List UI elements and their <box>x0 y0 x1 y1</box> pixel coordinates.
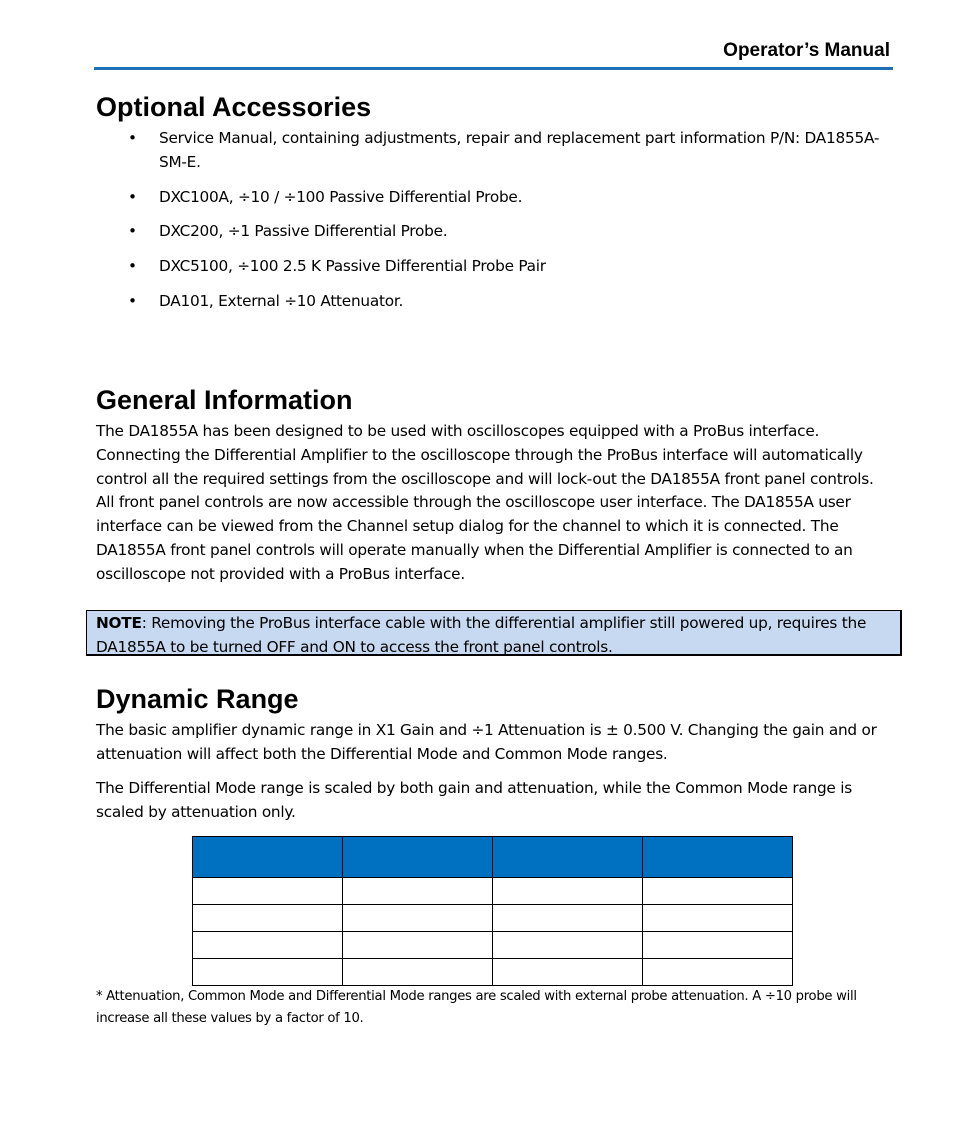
general-information-paragraph: The DA1855A has been designed to be used with oscilloscopes equipped with a ProBus interface. Connecting the Differential Amplifier to the oscilloscope through the ProBus interface will automatically control all the required settings from the oscilloscope and will lock-out the DA1855A front panel controls. All front panel controls are now accessible through the oscilloscope user interface. The DA1855A user interface can be viewed from the Channel setup dialog for the channel to which it is connected. The DA1855A front panel controls will operate manually when the Differential Amplifier is connected to an oscilloscope not provided with a ProBus interface. <box>96 422 874 583</box>
table-cell <box>193 959 343 986</box>
bullet: • <box>128 222 137 241</box>
table-cell <box>493 905 643 932</box>
table-cell <box>343 932 493 959</box>
table-row <box>193 905 793 932</box>
table-row <box>193 932 793 959</box>
table-cell <box>643 905 793 932</box>
table-cell <box>343 959 493 986</box>
table-cell <box>343 905 493 932</box>
general-information-heading: General Information <box>96 385 353 415</box>
table-cell <box>193 932 343 959</box>
table-cell <box>343 878 493 905</box>
bullet: • <box>128 257 137 276</box>
list-item <box>96 290 886 314</box>
table-cell <box>643 932 793 959</box>
list-item-text: DA101, External ÷10 Attenuator. <box>159 291 404 310</box>
list-item <box>96 255 886 279</box>
table-cell <box>193 878 343 905</box>
note-label: NOTE <box>96 614 142 632</box>
table-row <box>193 878 793 905</box>
accessories-list <box>96 127 886 325</box>
range-table <box>192 836 793 986</box>
list-item-text: DXC5100, ÷100 2.5 K Passive Differential Probe Pair <box>159 257 546 276</box>
table-header-cell <box>193 837 343 878</box>
table-row <box>193 959 793 986</box>
table-footnote: * Attenuation, Common Mode and Differential Mode ranges are scaled with external probe attenuation. A ÷10 probe will increase all these values by a factor of 10. <box>96 989 857 1026</box>
table-cell <box>493 959 643 986</box>
table-cell <box>643 959 793 986</box>
table-header-cell <box>493 837 643 878</box>
note-text: : Removing the ProBus interface cable with the differential amplifier still powered up, requires the DA1855A to be turned OFF and ON to access the front panel controls. <box>96 614 867 656</box>
header-title: Operator’s Manual <box>723 40 890 61</box>
table-cell <box>493 878 643 905</box>
table-cell <box>643 878 793 905</box>
header-rule <box>94 67 893 70</box>
table-cell <box>493 932 643 959</box>
table-header-row <box>193 837 793 878</box>
list-item-text: Service Manual, containing adjustments, repair and replacement part information P/N: DA1855A-SM-E. <box>159 129 880 171</box>
bullet: • <box>128 291 137 310</box>
optional-accessories-heading: Optional Accessories <box>96 92 372 122</box>
dynamic-range-paragraph-1: The basic amplifier dynamic range in X1 Gain and ÷1 Attenuation is ± 0.500 V. Changing the gain and or attenuation will affect both the Differential Mode and Common Mode ranges. <box>96 721 877 763</box>
table-cell <box>193 905 343 932</box>
dynamic-range-heading: Dynamic Range <box>96 684 299 714</box>
list-item-text: DXC200, ÷1 Passive Differential Probe. <box>159 222 448 241</box>
dynamic-range-paragraph-2: The Differential Mode range is scaled by both gain and attenuation, while the Common Mode range is scaled by attenuation only. <box>96 779 852 821</box>
table-header-cell <box>343 837 493 878</box>
list-item <box>96 127 886 175</box>
list-item <box>96 186 886 210</box>
bullet: • <box>128 187 137 206</box>
list-item-text: DXC100A, ÷10 / ÷100 Passive Differential Probe. <box>159 187 523 206</box>
table-header-cell <box>643 837 793 878</box>
bullet: • <box>128 129 137 147</box>
list-item <box>96 220 886 244</box>
note-box <box>86 610 902 656</box>
